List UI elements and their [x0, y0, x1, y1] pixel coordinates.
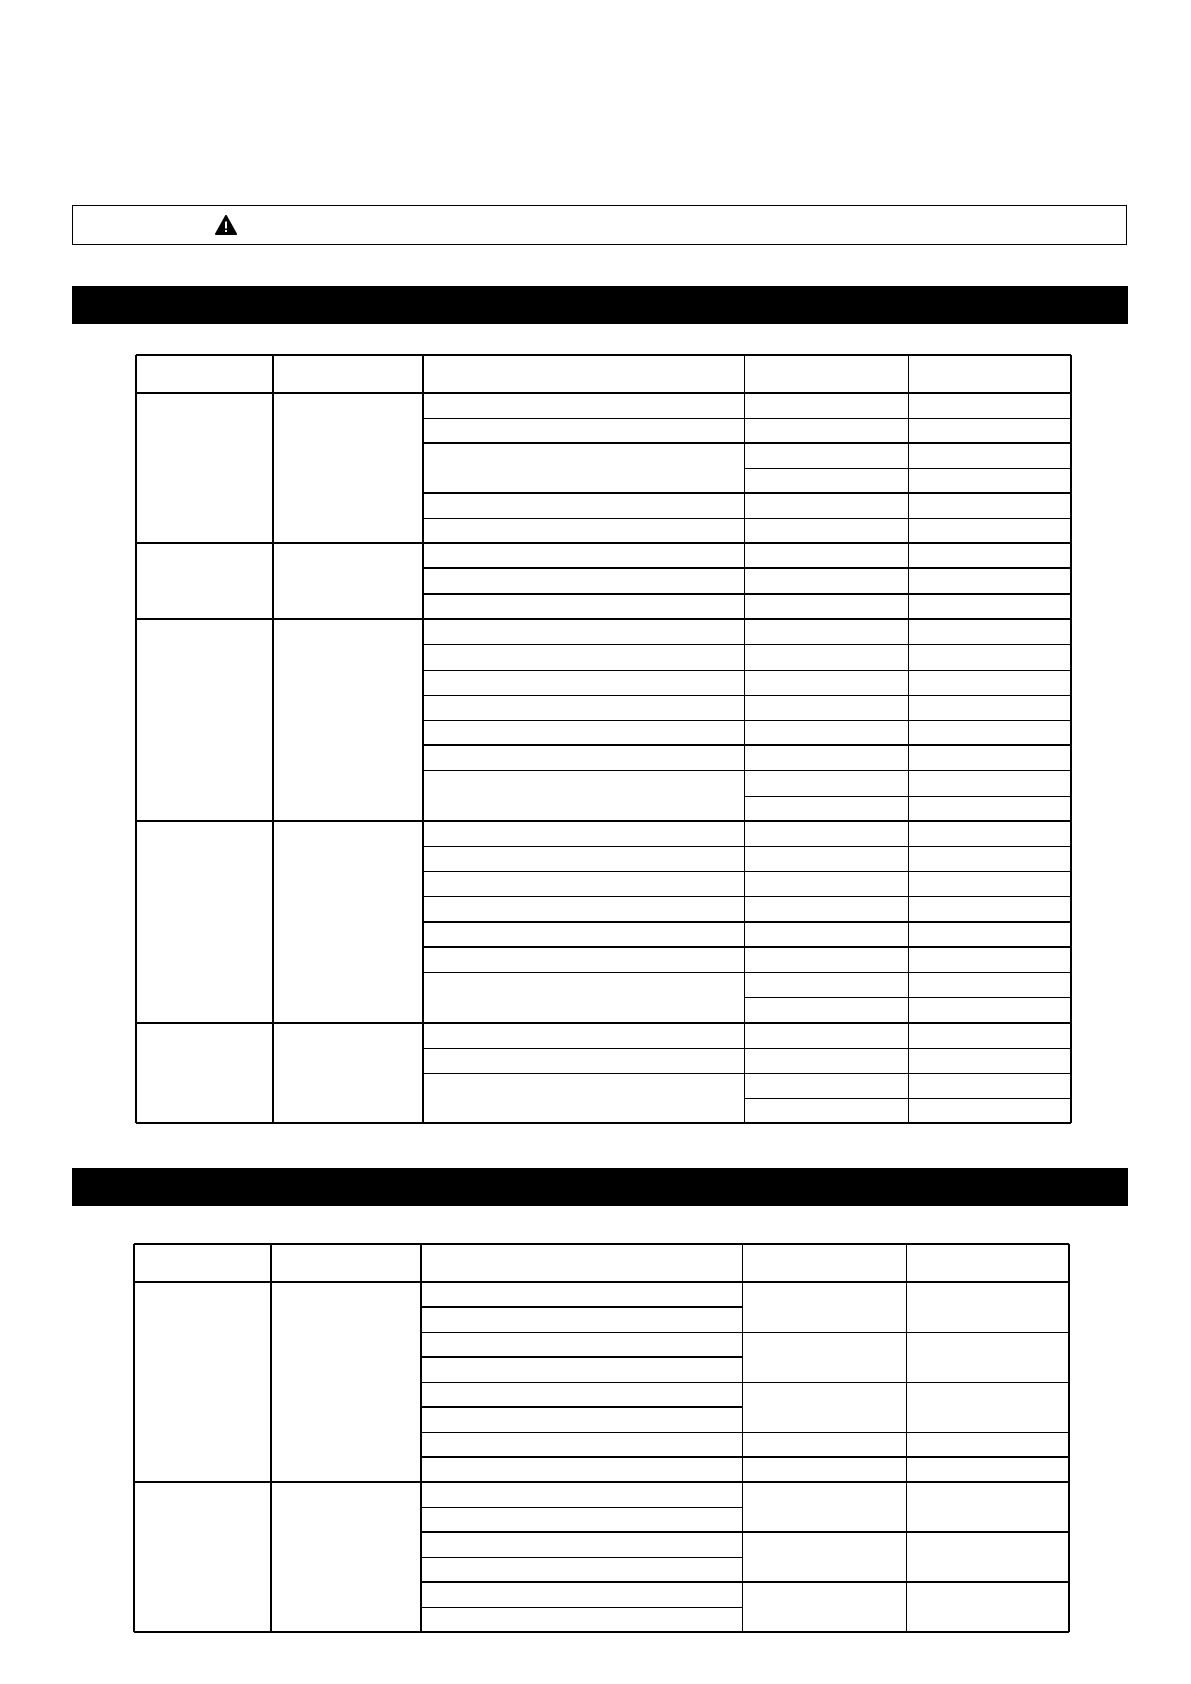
table-top-rule: [136, 354, 1071, 356]
group-rule: [136, 820, 1071, 822]
table-right-rule: [1070, 355, 1072, 1123]
row-rule: [423, 921, 1071, 923]
row-rule: [744, 796, 1071, 797]
column-rule: [742, 1244, 743, 1632]
row-rule: [421, 1607, 742, 1608]
row-rule: [423, 518, 1071, 519]
row-rule: [423, 644, 1071, 645]
table-bottom-rule: [136, 1122, 1071, 1124]
row-rule: [423, 442, 1071, 444]
row-rule: [421, 1406, 742, 1408]
group-rule: [136, 618, 1071, 620]
row-rule: [423, 720, 1071, 721]
row-rule: [423, 871, 1071, 872]
row-rule: [423, 670, 1071, 671]
row-rule: [423, 770, 1071, 771]
row-rule: [423, 567, 1071, 569]
row-rule: [421, 1581, 1069, 1583]
warning-triangle-icon: [215, 215, 237, 235]
row-rule: [421, 1507, 742, 1508]
row-rule: [421, 1356, 742, 1358]
row-rule: [423, 972, 1071, 973]
header-rule: [134, 1281, 1069, 1283]
row-rule: [423, 744, 1071, 746]
row-rule: [423, 418, 1071, 419]
row-rule: [421, 1531, 1069, 1533]
notice-box: [72, 205, 1127, 245]
row-rule: [423, 492, 1071, 494]
section-header-bar-1: [72, 286, 1128, 324]
column-rule: [744, 355, 745, 1123]
table-bottom-rule: [134, 1631, 1069, 1633]
table-top-rule: [134, 1243, 1069, 1245]
row-rule: [423, 593, 1071, 595]
column-rule: [908, 355, 909, 1123]
group-rule: [136, 1022, 1071, 1024]
row-rule: [744, 1098, 1071, 1099]
table-left-rule: [133, 1244, 135, 1632]
column-rule: [270, 1244, 272, 1632]
row-rule: [423, 1048, 1071, 1049]
row-rule: [421, 1382, 1069, 1383]
row-rule: [423, 896, 1071, 897]
column-rule: [422, 355, 424, 1123]
column-rule: [906, 1244, 907, 1632]
group-rule: [134, 1481, 1069, 1483]
row-rule: [421, 1557, 742, 1558]
column-rule: [272, 355, 274, 1123]
header-rule: [136, 392, 1071, 394]
section-header-bar-2: [72, 1168, 1128, 1206]
row-rule: [423, 1073, 1071, 1074]
row-rule: [423, 946, 1071, 948]
column-rule: [420, 1244, 422, 1632]
row-rule: [423, 695, 1071, 696]
row-rule: [423, 846, 1071, 847]
row-rule: [421, 1306, 742, 1308]
row-rule: [421, 1332, 1069, 1333]
group-rule: [136, 542, 1071, 544]
row-rule: [744, 997, 1071, 998]
table-left-rule: [135, 355, 137, 1123]
table-right-rule: [1068, 1244, 1070, 1632]
row-rule: [744, 468, 1071, 469]
row-rule: [421, 1432, 1069, 1433]
row-rule: [421, 1456, 1069, 1458]
